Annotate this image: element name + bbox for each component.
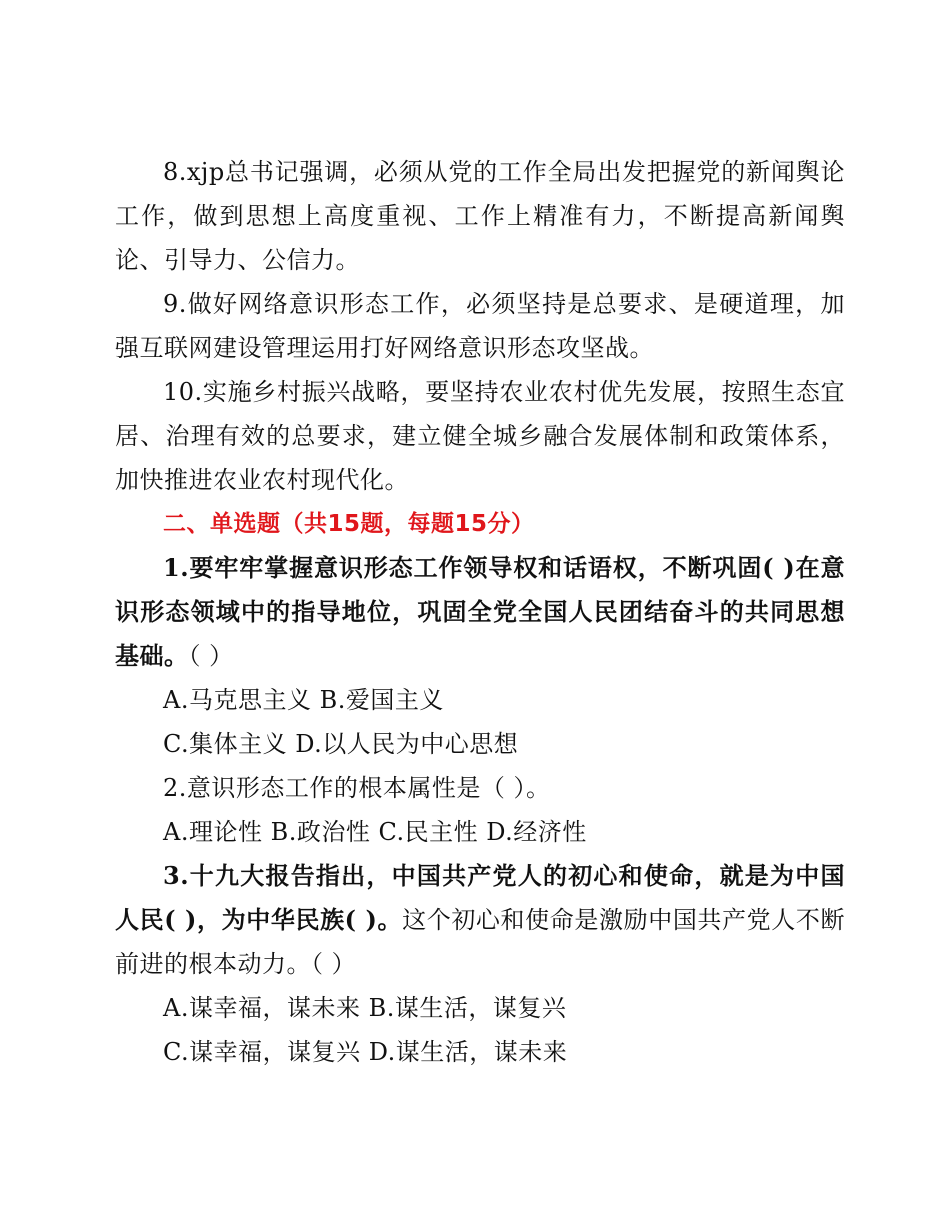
question-2-stem: 2.意识形态工作的根本属性是（ ）。 xyxy=(163,774,551,802)
judgement-q8-text: 8.xjp总书记强调，必须从党的工作全局出发把握党的新闻舆论工作，做到思想上高度重视、工作上精准有力，不断提高新闻舆论、引导力、公信力。 xyxy=(115,158,845,274)
question-3-stem: 3.十九大报告指出，中国共产党人的初心和使命，就是为中国人民( )，为中华民族( )。 xyxy=(115,861,845,934)
question-1-options-cd: C.集体主义 D.以人民为中心思想 xyxy=(163,730,519,758)
judgement-q9 xyxy=(115,282,845,370)
question-3-options-ab: A.谋幸福，谋未来 B.谋生活，谋复兴 xyxy=(163,994,567,1022)
question-1 xyxy=(115,546,845,678)
question-1-options-ab: A.马克思主义 B.爱国主义 xyxy=(163,686,444,714)
judgement-q8 xyxy=(115,150,845,282)
judgement-q9-text: 9.做好网络意识形态工作，必须坚持是总要求、是硬道理，加强互联网建设管理运用打好网络意识形态攻坚战。 xyxy=(115,290,845,362)
question-1-stem: 1.要牢牢掌握意识形态工作领导权和话语权，不断巩固( )在意识形态领域中的指导地位，巩固全党全国人民团结奋斗的共同思想基础。 xyxy=(115,553,845,670)
judgement-q10 xyxy=(115,370,845,502)
question-3 xyxy=(115,854,845,986)
question-2-options: A.理论性 B.政治性 C.民主性 D.经济性 xyxy=(163,818,587,846)
judgement-q10-text: 10.实施乡村振兴战略，要坚持农业农村优先发展，按照生态宜居、治理有效的总要求，建立健全城乡融合发展体制和政策体系，加快推进农业农村现代化。 xyxy=(115,378,845,494)
question-3-options-cd: C.谋幸福，谋复兴 D.谋生活，谋未来 xyxy=(163,1038,568,1066)
question-3-stem-tail: 这个初心和使命是激励中国共产党人不断前进的根本动力。（ ） xyxy=(115,906,845,978)
section-heading-single-choice: 二、单选题（共15题，每题15分） xyxy=(163,511,535,537)
question-1-answer-blank: （ ） xyxy=(188,642,234,670)
